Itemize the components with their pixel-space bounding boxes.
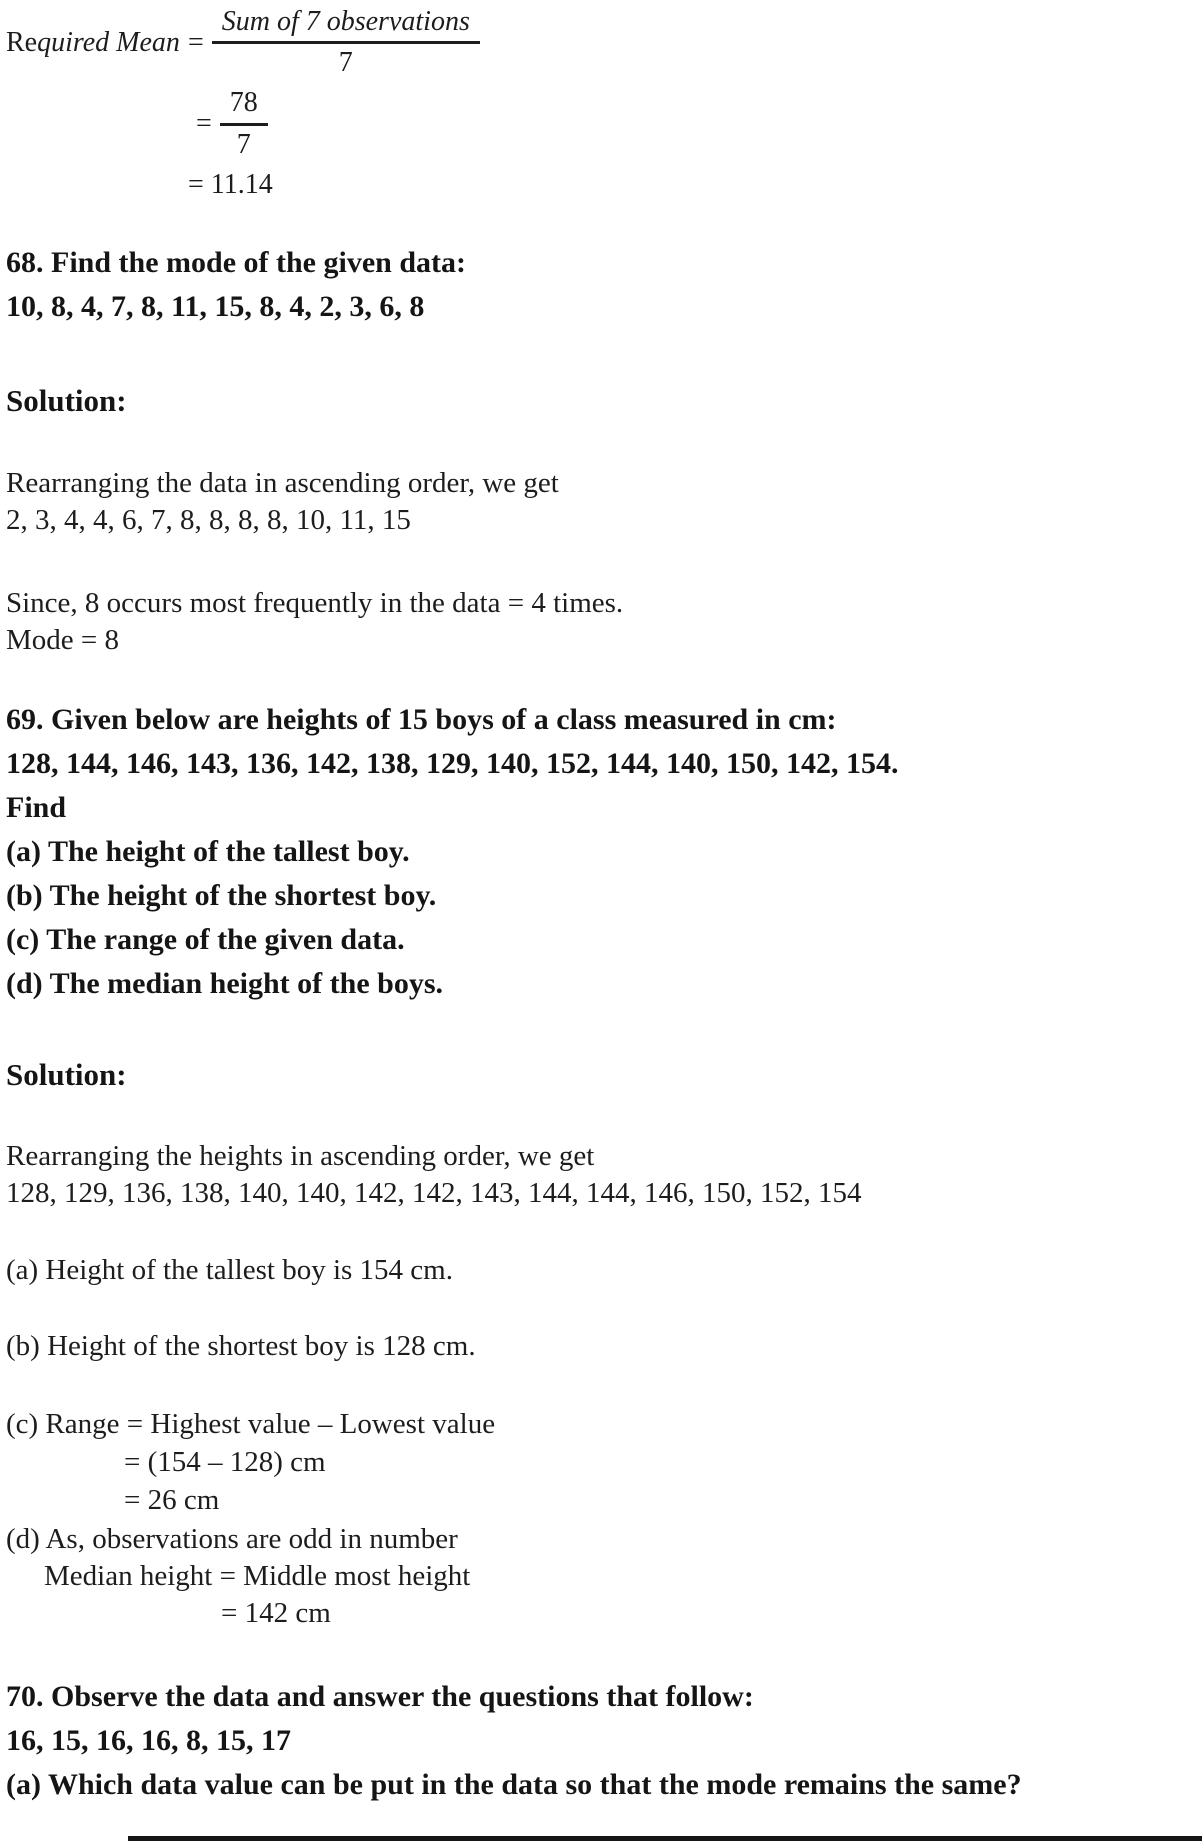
fraction-denominator: 7	[338, 47, 353, 79]
q68-sorted-line: 2, 3, 4, 4, 6, 7, 8, 8, 8, 8, 10, 11, 15	[6, 503, 411, 536]
q69-answer-c-line2: = (154 – 128) cm	[124, 1445, 326, 1478]
fraction-78-over-7	[220, 87, 268, 160]
fraction-denominator-7: 7	[236, 128, 251, 160]
question-69-find-label: Find	[6, 790, 67, 824]
bottom-scan-bar	[128, 1836, 1202, 1841]
formula-result: = 11.14	[188, 168, 273, 200]
equals-sign-2: =	[196, 107, 212, 139]
q69-answer-d-line1: (d) As, observations are odd in number	[6, 1522, 458, 1555]
question-68-heading: 68. Find the mode of the given data:	[6, 245, 466, 279]
question-69-heading: 69. Given below are heights of 15 boys of a class measured in cm:	[6, 702, 837, 736]
required-mean-formula	[6, 6, 1194, 201]
q69-answer-c-line3: = 26 cm	[124, 1483, 220, 1516]
equals-sign-1: =	[187, 26, 204, 58]
question-69-part-c: (c) The range of the given data.	[6, 922, 405, 956]
q69-answer-a: (a) Height of the tallest boy is 154 cm.	[6, 1253, 453, 1286]
fraction-numerator-78: 78	[220, 87, 268, 125]
question-68	[6, 241, 1194, 329]
q69-rearrange-intro: Rearranging the heights in ascending order, we get	[6, 1139, 595, 1172]
solution-label-68: Solution:	[6, 382, 127, 418]
q68-rearrange-paragraph	[6, 465, 1194, 539]
question-68-data: 10, 8, 4, 7, 8, 11, 15, 8, 4, 2, 3, 6, 8	[6, 289, 425, 323]
q69-answer-d-line2: Median height = Middle most height	[44, 1559, 471, 1592]
q69-answer-b: (b) Height of the shortest boy is 128 cm.	[6, 1329, 476, 1362]
q68-observation: Since, 8 occurs most frequently in the data = 4 times.	[6, 586, 624, 619]
formula-lhs-upright: Re	[6, 26, 38, 58]
question-69-part-b: (b) The height of the shortest boy.	[6, 878, 437, 912]
formula-line-1	[6, 6, 1194, 79]
q68-mode-line: Mode = 8	[6, 623, 120, 656]
question-69-data: 128, 144, 146, 143, 136, 142, 138, 129, 140, 152, 144, 140, 150, 142, 154.	[6, 746, 899, 780]
question-70-heading: 70. Observe the data and answer the questions that follow:	[6, 1679, 754, 1713]
question-70-part-a: (a) Which data value can be put in the data so that the mode remains the same?	[6, 1767, 1022, 1801]
fraction-numerator: Sum of 7 observations	[212, 6, 480, 44]
question-69-part-a: (a) The height of the tallest boy.	[6, 834, 410, 868]
q69-answer-c	[6, 1405, 1194, 1519]
question-69-part-d: (d) The median height of the boys.	[6, 966, 443, 1000]
q69-answer-d-line3: = 142 cm	[221, 1596, 331, 1629]
question-70-data: 16, 15, 16, 16, 8, 15, 17	[6, 1723, 291, 1757]
q68-conclusion-paragraph	[6, 585, 1194, 659]
formula-line-2	[188, 87, 1194, 160]
q68-rearrange-intro: Rearranging the data in ascending order, we get	[6, 466, 559, 499]
q69-answer-c-line1: (c) Range = Highest value – Lowest value	[6, 1407, 496, 1440]
q69-rearrange-paragraph	[6, 1138, 1194, 1212]
question-69	[6, 698, 1194, 1006]
fraction-sum-over-7	[212, 6, 480, 79]
solution-label-69: Solution:	[6, 1056, 127, 1092]
q69-answer-d	[6, 1521, 1194, 1632]
q69-sorted-line: 128, 129, 136, 138, 140, 140, 142, 142, 143, 144, 144, 146, 150, 152, 154	[6, 1176, 862, 1209]
question-70	[6, 1675, 1194, 1807]
formula-lhs-italic: quired Mean	[37, 26, 180, 58]
